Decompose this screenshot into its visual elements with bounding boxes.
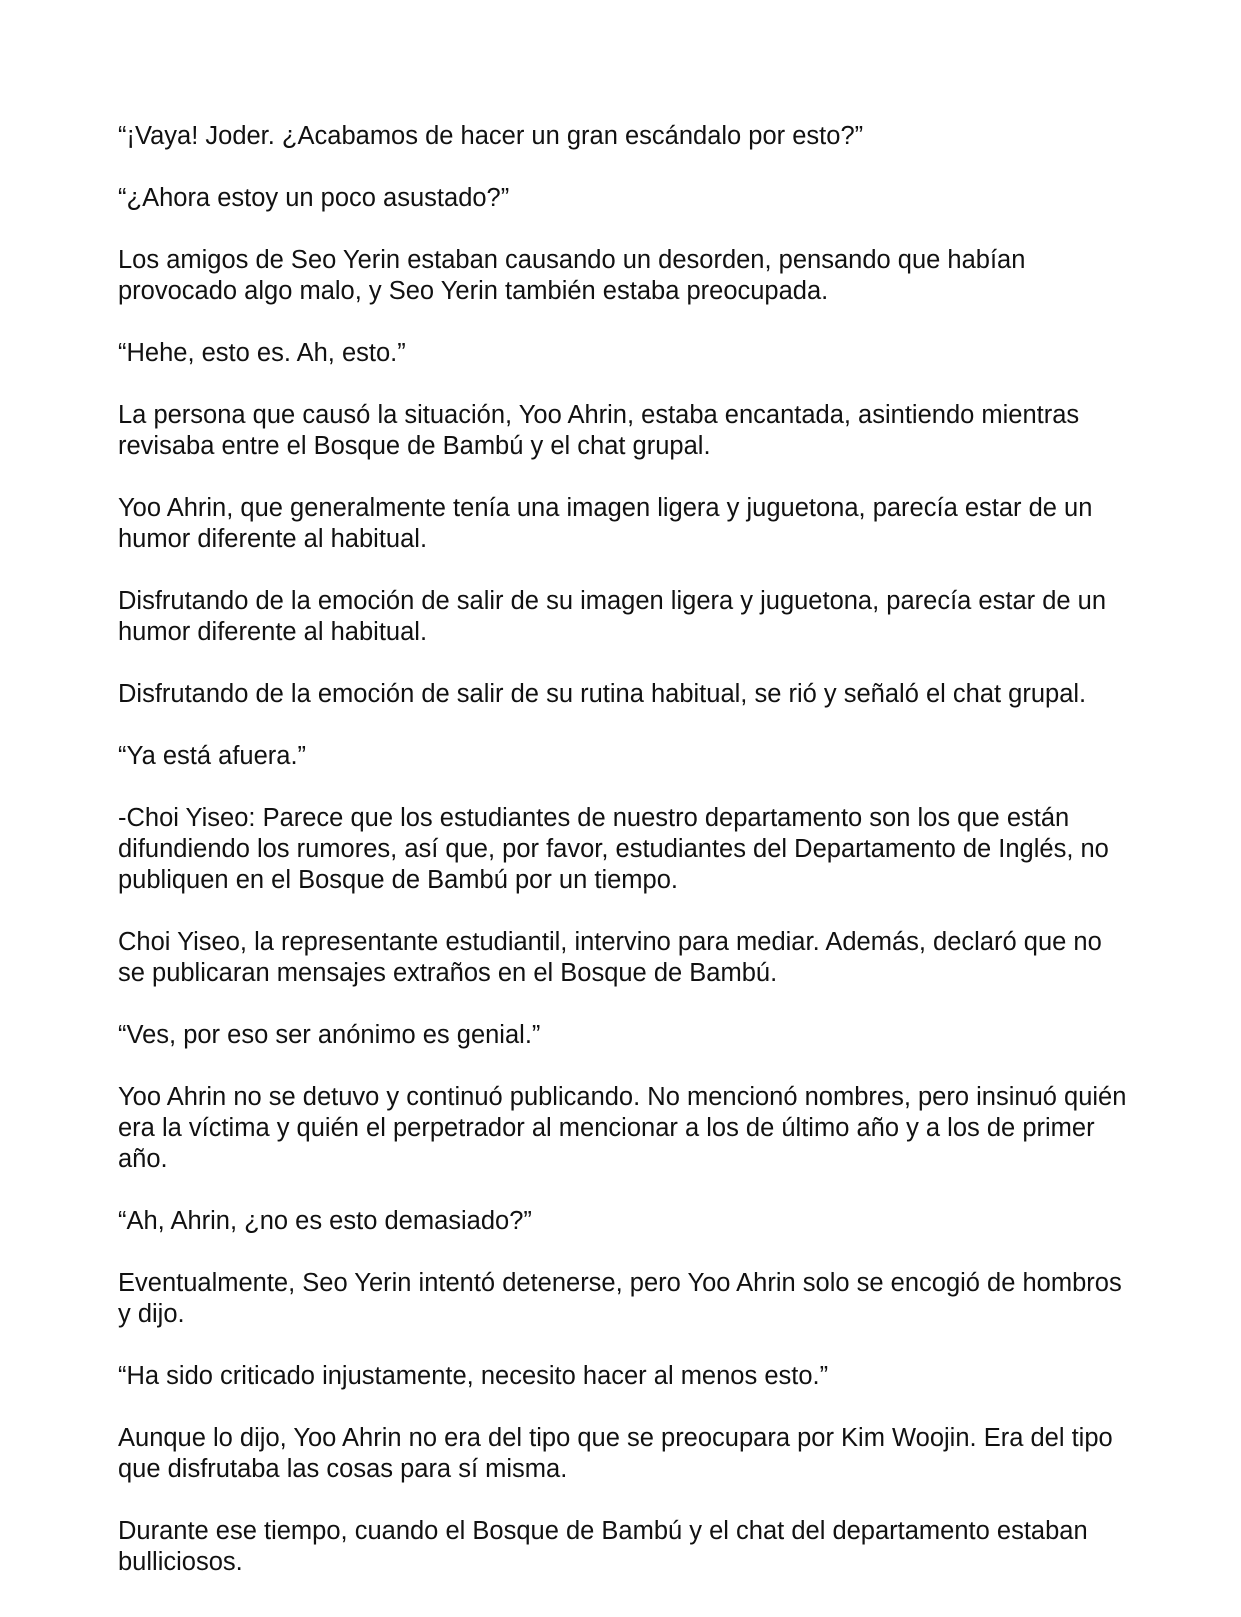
paragraph: “Ha sido criticado injustamente, necesito hacer al menos esto.” xyxy=(118,1362,829,1390)
paragraph: “¡Vaya! Joder. ¿Acabamos de hacer un gran escándalo por esto?” xyxy=(118,122,864,150)
paragraph: “Ya está afuera.” xyxy=(118,742,307,770)
paragraph: Disfrutando de la emoción de salir de su rutina habitual, se rió y señaló el chat grupal. xyxy=(118,680,1087,708)
paragraph: “Hehe, esto es. Ah, esto.” xyxy=(118,339,406,367)
paragraph: Yoo Ahrin, que generalmente tenía una imagen ligera y juguetona, parecía estar de un humor diferente al habitual. xyxy=(118,494,1093,553)
paragraph: Eventualmente, Seo Yerin intentó detenerse, pero Yoo Ahrin solo se encogió de hombros y dijo. xyxy=(118,1269,1122,1328)
paragraph: Durante ese tiempo, cuando el Bosque de Bambú y el chat del departamento estaban bulliciosos. xyxy=(118,1517,1088,1576)
paragraph: “Ves, por eso ser anónimo es genial.” xyxy=(118,1021,541,1049)
paragraph: “¿Ahora estoy un poco asustado?” xyxy=(118,184,510,212)
paragraph: Yoo Ahrin no se detuvo y continuó publicando. No mencionó nombres, pero insinuó quién era la víctima y quién el perpetrador al mencionar a los de último año y a los de primer año. xyxy=(118,1083,1127,1173)
paragraph: “Ah, Ahrin, ¿no es esto demasiado?” xyxy=(118,1207,532,1235)
paragraph: -Choi Yiseo: Parece que los estudiantes de nuestro departamento son los que están difundiendo los rumores, así que, por favor, estudiantes del Departamento de Inglés, no publiquen en el Bosque de Bambú por un tiempo. xyxy=(118,804,1109,894)
paragraph: Aunque lo dijo, Yoo Ahrin no era del tipo que se preocupara por Kim Woojin. Era del tipo que disfrutaba las cosas para sí misma. xyxy=(118,1424,1113,1483)
paragraph: Choi Yiseo, la representante estudiantil, intervino para mediar. Además, declaró que no se publicaran mensajes extraños en el Bosque de Bambú. xyxy=(118,928,1102,987)
document-body xyxy=(118,121,1128,1609)
paragraph: Disfrutando de la emoción de salir de su imagen ligera y juguetona, parecía estar de un humor diferente al habitual. xyxy=(118,587,1107,646)
paragraph: La persona que causó la situación, Yoo Ahrin, estaba encantada, asintiendo mientras revisaba entre el Bosque de Bambú y el chat grupal. xyxy=(118,401,1080,460)
paragraph: Los amigos de Seo Yerin estaban causando un desorden, pensando que habían provocado algo malo, y Seo Yerin también estaba preocupada. xyxy=(118,246,1026,305)
